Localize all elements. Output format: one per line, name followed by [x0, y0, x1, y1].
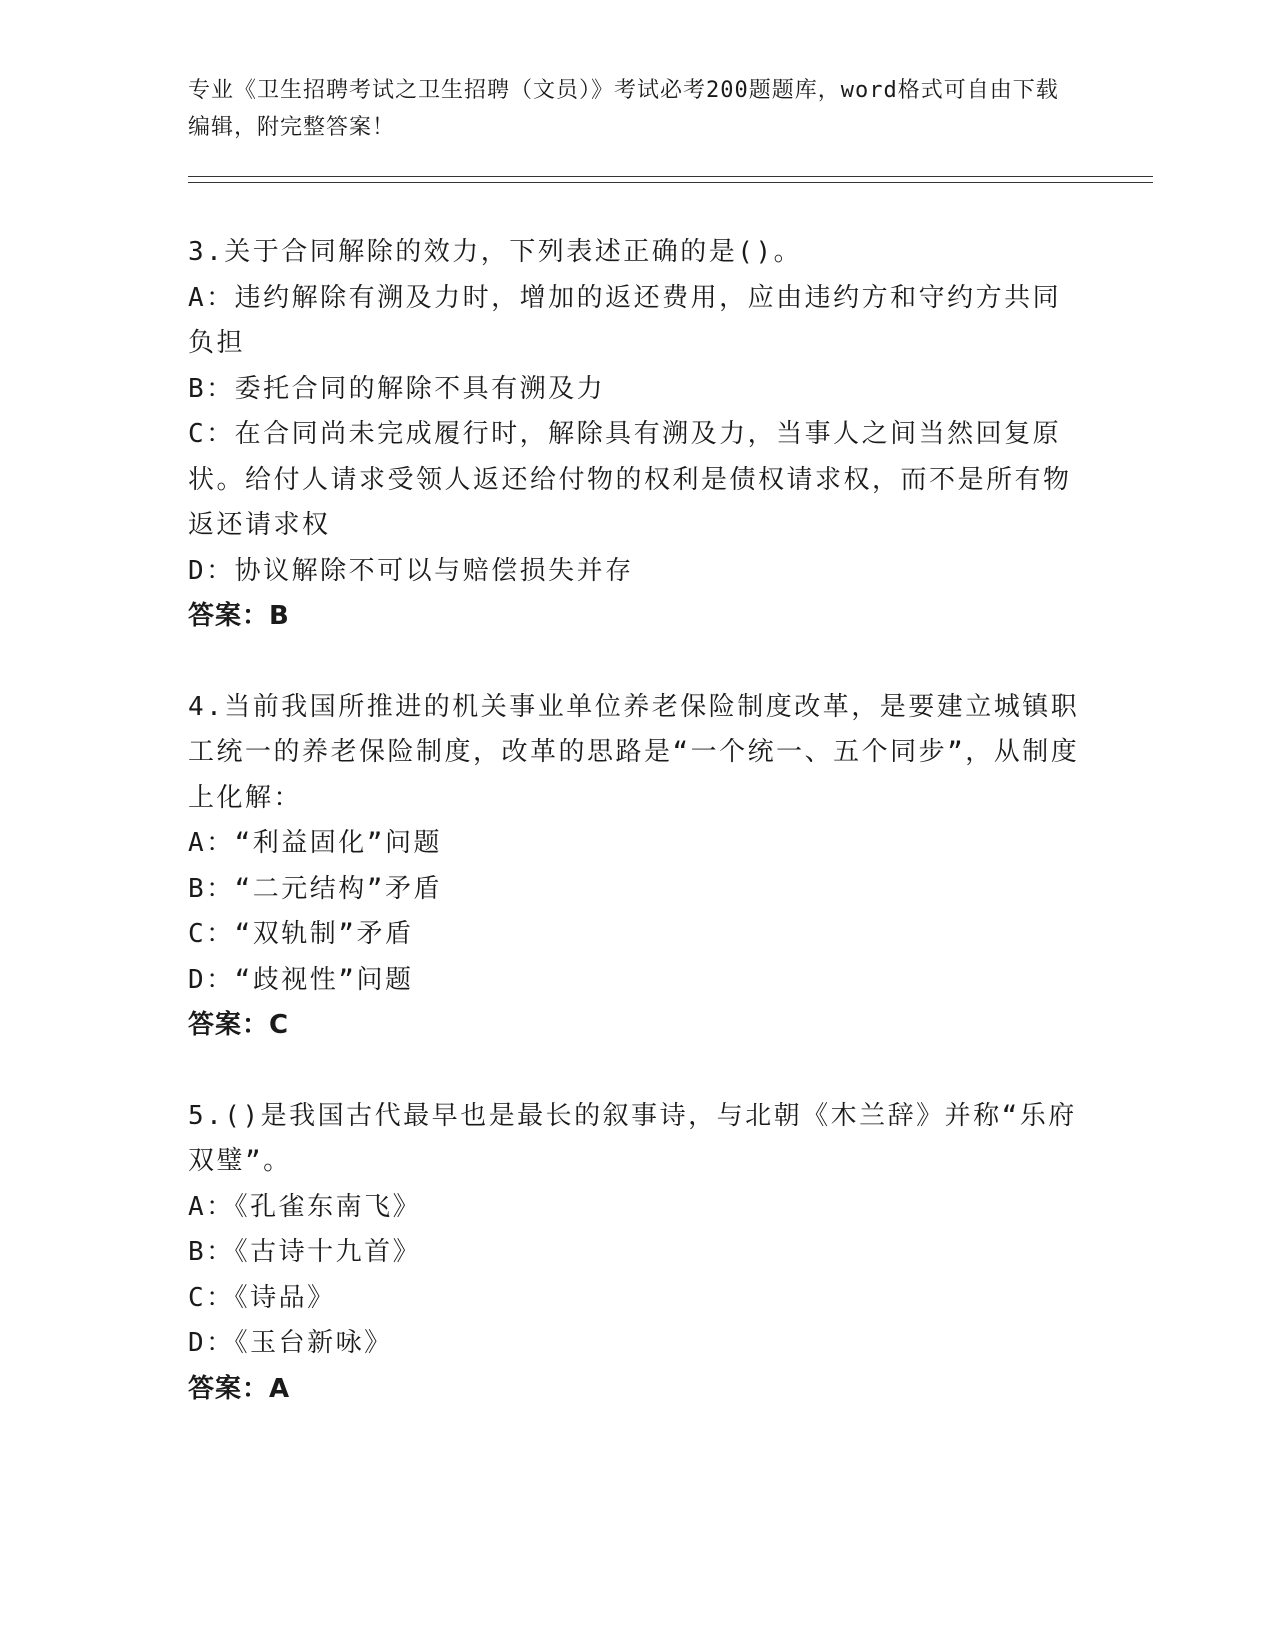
- option-b: B：《古诗十九首》: [188, 1237, 422, 1267]
- question-stem: 3.关于合同解除的效力，下列表述正确的是()。: [188, 237, 803, 267]
- question-list: [188, 230, 1088, 1457]
- header-divider-top: [188, 176, 1153, 177]
- option-d: D：协议解除不可以与赔偿损失并存: [188, 555, 634, 586]
- question-stem: 4.当前我国所推进的机关事业单位养老保险制度改革，是要建立城镇职工统一的养老保险制度，改革的思路是“一个统一、五个同步”，从制度上化解：: [188, 691, 1080, 813]
- question-3: [188, 230, 1088, 640]
- document-header: 专业《卫生招聘考试之卫生招聘（文员）》考试必考200题题库，word格式可自由下载编辑，附完整答案！: [188, 78, 1059, 140]
- question-5: [188, 1094, 1088, 1413]
- answer-label: 答案：A: [188, 1373, 291, 1404]
- option-c: C：在合同尚未完成履行时，解除具有溯及力，当事人之间当然回复原状。给付人请求受领人返还给付物的权利是债权请求权，而不是所有物返还请求权: [188, 419, 1072, 540]
- answer-label: 答案：B: [188, 601, 290, 631]
- option-c: C：“双轨制”矛盾: [188, 919, 414, 949]
- question-stem: 5.()是我国古代最早也是最长的叙事诗，与北朝《木兰辞》并称“乐府双璧”。: [188, 1100, 1077, 1176]
- question-4: [188, 685, 1088, 1049]
- option-d: D：《玉台新咏》: [188, 1328, 393, 1358]
- answer-label: 答案：C: [188, 1010, 290, 1040]
- option-a: A：“利益固化”问题: [188, 828, 442, 858]
- option-a: A：违约解除有溯及力时，增加的返还费用，应由违约方和守约方共同负担: [188, 282, 1062, 358]
- option-a: A：《孔雀东南飞》: [188, 1191, 422, 1222]
- option-c: C：《诗品》: [188, 1282, 336, 1313]
- option-d: D：“歧视性”问题: [188, 964, 414, 995]
- option-b: B：“二元结构”矛盾: [188, 873, 442, 904]
- header-divider-bottom: [188, 182, 1153, 183]
- option-b: B：委托合同的解除不具有溯及力: [188, 373, 606, 404]
